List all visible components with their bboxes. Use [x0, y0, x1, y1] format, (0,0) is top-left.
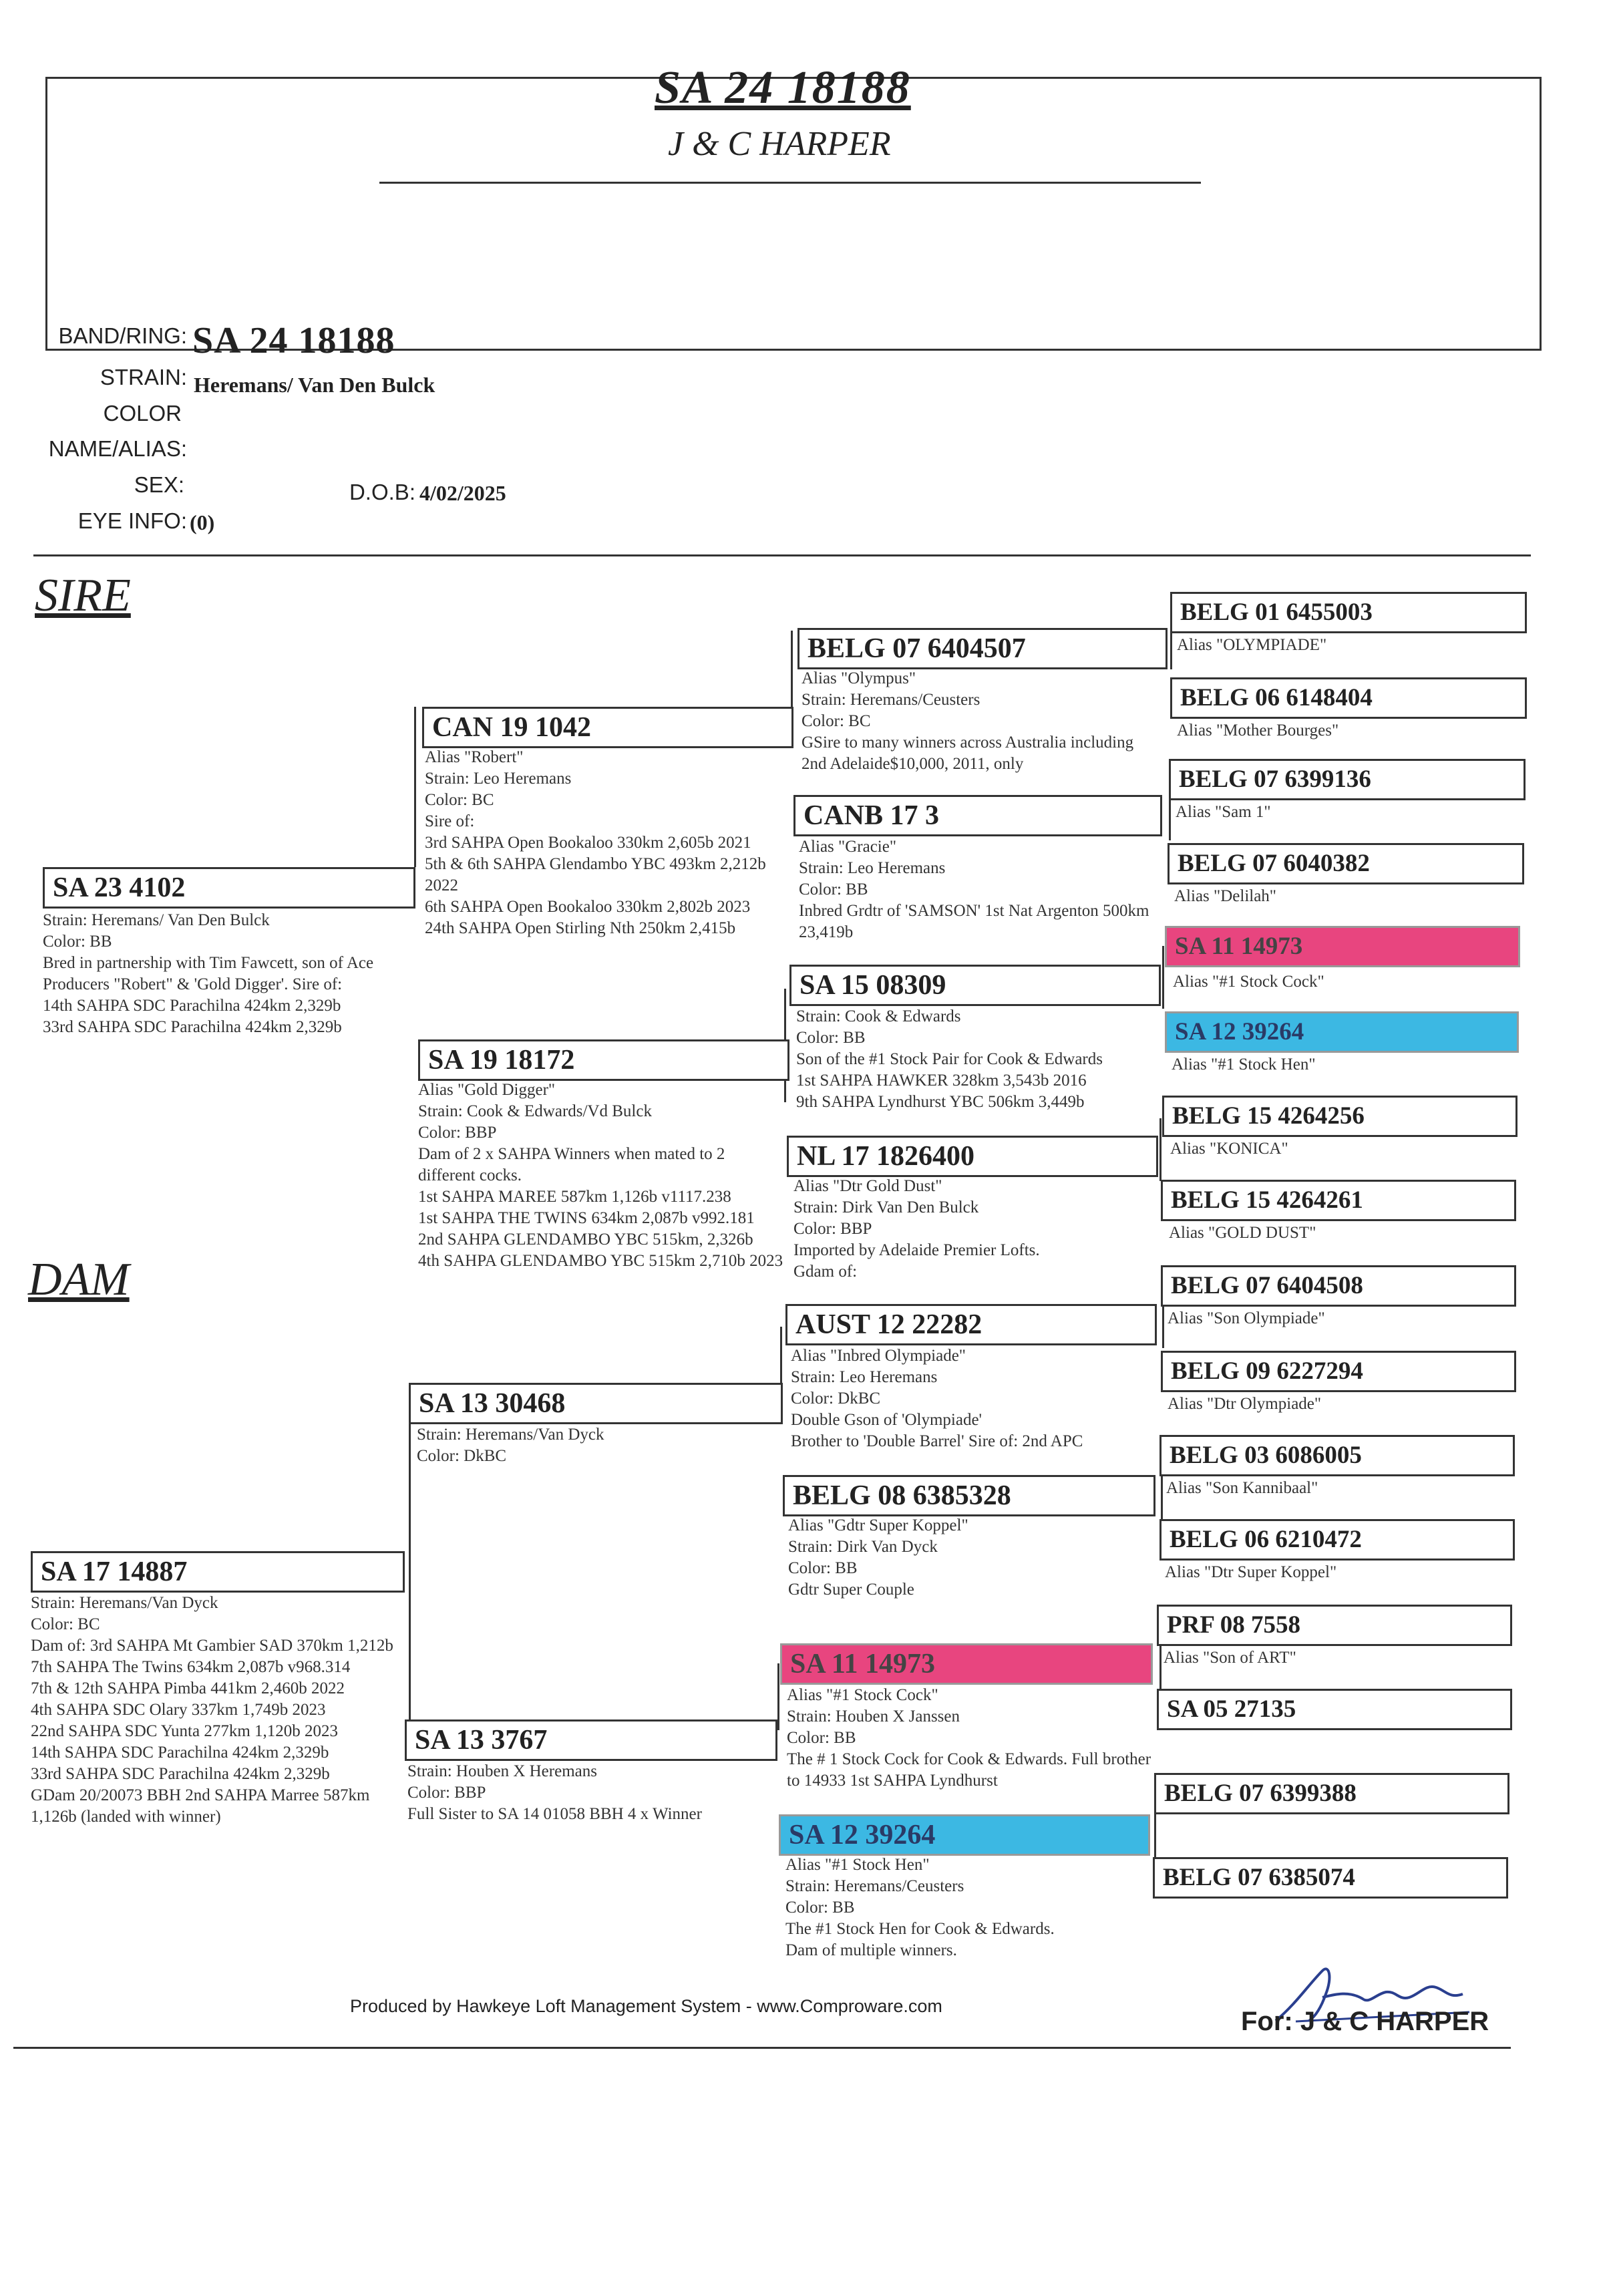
info-line: Dam of multiple winners.	[785, 1941, 957, 1959]
info-line: Strain: Houben X Janssen	[787, 1707, 960, 1726]
gen4-alias: Alias "KONICA"	[1170, 1140, 1288, 1158]
gen4-ring-box: BELG 15 4264261	[1161, 1180, 1516, 1221]
gen4-alias: Alias "#1 Stock Cock"	[1173, 973, 1324, 991]
gen4-ring-box: BELG 07 6399388	[1154, 1773, 1509, 1814]
info-line: Double Gson of 'Olympiade'	[791, 1411, 982, 1429]
gen3-ring-box: NL 17 1826400	[787, 1136, 1158, 1177]
gen3-info	[799, 836, 1153, 943]
info-line: Color: BB	[799, 880, 868, 898]
connector-line	[414, 707, 416, 867]
gen4-ring-box: BELG 07 6040382	[1168, 843, 1524, 884]
info-line: Inbred Grdtr of 'SAMSON' 1st Nat Argenton 500km 23,419b	[799, 902, 1153, 941]
info-line: Color: BC	[801, 712, 871, 730]
info-line: Color: BBP	[418, 1124, 497, 1142]
info-line: 14th SAHPA SDC Parachilna 424km 2,329b	[43, 997, 341, 1015]
info-line: 1st SAHPA THE TWINS 634km 2,087b v992.181	[418, 1209, 755, 1227]
info-line: Dam of: 3rd SAHPA Mt Gambier SAD 370km 1,212b	[31, 1637, 393, 1655]
gen4-alias: Alias "Delilah"	[1174, 887, 1277, 905]
gen4-alias: Alias "Son Olympiade"	[1168, 1309, 1325, 1327]
info-line: Color: BBP	[793, 1220, 872, 1238]
info-line: GDam 20/20073 BBH 2nd SAHPA Marree 587km 1,126b (landed with winner)	[31, 1786, 374, 1826]
info-line: Color: BB	[788, 1559, 858, 1577]
info-line: The #1 Stock Hen for Cook & Edwards.	[785, 1920, 1055, 1938]
info-line: Color: BB	[796, 1029, 866, 1047]
connector-line	[409, 1399, 411, 1746]
sire-heading: SIRE	[35, 570, 131, 621]
info-line: Strain: Dirk Van Den Bulck	[793, 1198, 979, 1216]
info-line: Color: BC	[425, 791, 494, 809]
gen3-ring-box: SA 15 08309	[789, 965, 1161, 1006]
gen4-ring-box: BELG 03 6086005	[1159, 1435, 1515, 1476]
gen4-alias: Alias "GOLD DUST"	[1169, 1224, 1316, 1242]
gen3-ring-box-highlight-pink: SA 11 14973	[780, 1643, 1153, 1685]
info-line: 4th SAHPA GLENDAMBO YBC 515km 2,710b 2023	[418, 1252, 783, 1270]
connector-line	[1162, 946, 1164, 1009]
color-label: COLOR	[103, 401, 182, 426]
info-line: 5th & 6th SAHPA Glendambo YBC 493km 2,212b 2022	[425, 855, 770, 894]
gen4-alias: Alias "Mother Bourges"	[1177, 721, 1339, 740]
gen3-info	[793, 1176, 1147, 1283]
info-line: 3rd SAHPA Open Bookaloo 330km 2,605b 2021	[425, 834, 751, 852]
info-line: Gdtr Super Couple	[788, 1581, 914, 1599]
info-line: Alias "Dtr Gold Dust"	[793, 1177, 942, 1195]
dob-value: 4/02/2025	[419, 481, 506, 505]
info-line: 4th SAHPA SDC Olary 337km 1,749b 2023	[31, 1701, 326, 1719]
info-line: Alias "Gold Digger"	[418, 1081, 556, 1099]
gen4-alias: Alias "Son of ART"	[1164, 1649, 1296, 1667]
gen2-ring-box: CAN 19 1042	[422, 707, 793, 748]
gen2-ring-box: SA 13 30468	[409, 1383, 783, 1424]
gen2-info	[417, 1424, 777, 1467]
gen4-ring-box: BELG 06 6148404	[1170, 677, 1527, 719]
gen4-ring-box: SA 05 27135	[1157, 1689, 1512, 1730]
info-line: Strain: Leo Heremans	[799, 859, 946, 877]
gen4-ring-box: BELG 07 6399136	[1169, 759, 1526, 800]
gen3-ring-box: CANB 17 3	[793, 795, 1162, 836]
info-line: Strain: Cook & Edwards	[796, 1007, 961, 1025]
gen2-ring-box: SA 13 3767	[405, 1719, 777, 1761]
info-line: Strain: Houben X Heremans	[407, 1762, 597, 1780]
info-line: Strain: Heremans/Ceusters	[785, 1877, 964, 1895]
gen4-alias: Alias "Dtr Olympiade"	[1168, 1395, 1322, 1413]
info-line: Dam of 2 x SAHPA Winners when mated to 2 different cocks.	[418, 1145, 729, 1184]
info-line: Alias "Inbred Olympiade"	[791, 1347, 966, 1365]
info-line: 9th SAHPA Lyndhurst YBC 506km 3,449b	[796, 1093, 1085, 1111]
connector-line	[777, 1663, 779, 1730]
info-line: Strain: Cook & Edwards/Vd Bulck	[418, 1102, 652, 1120]
gen4-ring-box: PRF 08 7558	[1157, 1605, 1512, 1646]
info-line: 1st SAHPA MAREE 587km 1,126b v1117.238	[418, 1188, 731, 1206]
info-line: 33rd SAHPA SDC Parachilna 424km 2,329b	[31, 1765, 330, 1783]
info-line: Strain: Heremans/Van Dyck	[417, 1426, 604, 1444]
gen4-ring-box: BELG 01 6455003	[1170, 592, 1527, 633]
sire-info	[43, 910, 403, 1038]
info-line: Gdam of:	[793, 1263, 858, 1281]
gen4-ring-box: BELG 15 4264256	[1162, 1096, 1517, 1137]
eye-info-value: (0)	[190, 510, 215, 534]
gen3-info	[791, 1345, 1151, 1452]
gen3-ring-box: BELG 07 6404507	[797, 628, 1168, 669]
gen4-alias: Alias "OLYMPIADE"	[1177, 636, 1327, 654]
info-line: Color: DkBC	[791, 1389, 881, 1408]
dam-heading: DAM	[28, 1254, 130, 1305]
strain-label: STRAIN:	[100, 365, 187, 389]
header-box	[45, 77, 1542, 351]
gen4-ring-box: BELG 06 6210472	[1159, 1519, 1515, 1561]
info-line: Strain: Leo Heremans	[425, 770, 572, 788]
for-owner: For: J & C HARPER	[1241, 2007, 1489, 2036]
pedigree-top-rule	[33, 554, 1531, 556]
dam-info	[31, 1593, 405, 1828]
gen3-ring-box: AUST 12 22282	[785, 1304, 1157, 1345]
info-line: Strain: Heremans/Ceusters	[801, 691, 980, 709]
sire-ring-box: SA 23 4102	[43, 867, 415, 909]
gen2-ring-box: SA 19 18172	[418, 1039, 789, 1081]
gen4-alias: Alias "Sam 1"	[1176, 803, 1271, 821]
gen4-alias: Alias "#1 Stock Hen"	[1172, 1055, 1316, 1074]
gen3-ring-box: BELG 08 6385328	[783, 1475, 1155, 1516]
band-ring-label: BAND/RING:	[58, 323, 187, 348]
gen4-ring-box: BELG 07 6404508	[1161, 1265, 1516, 1307]
info-line: Alias "Gdtr Super Koppel"	[788, 1516, 968, 1534]
info-line: Color: BC	[31, 1615, 100, 1633]
info-line: Alias "Robert"	[425, 748, 524, 766]
eye-info-label: EYE INFO:	[77, 508, 187, 533]
info-line: 2nd SAHPA GLENDAMBO YBC 515km, 2,326b	[418, 1231, 753, 1249]
gen4-alias: Alias "Dtr Super Koppel"	[1165, 1563, 1337, 1581]
produced-by-footer: Produced by Hawkeye Loft Management System - www.Comproware.com	[350, 1996, 942, 2016]
info-line: Strain: Leo Heremans	[791, 1368, 938, 1386]
info-line: GSire to many winners across Australia including 2nd Adelaide$10,000, 2011, only	[801, 733, 1138, 773]
info-line: Color: BB	[787, 1729, 856, 1747]
info-line: Brother to 'Double Barrel' Sire of: 2nd APC	[791, 1432, 1083, 1450]
info-line: 24th SAHPA Open Stirling Nth 250km 2,415b	[425, 919, 736, 937]
gen4-ring-box-highlight-pink: SA 11 14973	[1165, 926, 1520, 967]
strain-value: Heremans/ Van Den Bulck	[194, 373, 435, 397]
footer-rule	[13, 2047, 1511, 2049]
info-line: 33rd SAHPA SDC Parachilna 424km 2,329b	[43, 1018, 342, 1036]
gen4-ring-box-highlight-cyan: SA 12 39264	[1165, 1011, 1519, 1053]
info-line: 14th SAHPA SDC Parachilna 424km 2,329b	[31, 1744, 329, 1762]
gen3-info	[796, 1006, 1161, 1113]
info-line: Alias "Olympus"	[801, 669, 916, 687]
gen3-info	[787, 1685, 1155, 1792]
name-alias-label: NAME/ALIAS:	[48, 436, 187, 461]
info-line: 7th & 12th SAHPA Pimba 441km 2,460b 2022	[31, 1679, 345, 1697]
title-underline	[379, 182, 1201, 184]
band-ring-value: SA 24 18188	[192, 320, 395, 361]
info-line: 6th SAHPA Open Bookaloo 330km 2,802b 2023	[425, 898, 751, 916]
gen3-ring-box-highlight-cyan: SA 12 39264	[779, 1814, 1150, 1856]
gen4-ring-box: BELG 07 6385074	[1153, 1857, 1508, 1899]
dam-ring-box: SA 17 14887	[31, 1551, 405, 1593]
info-line: 7th SAHPA The Twins 634km 2,087b v968.314	[31, 1658, 351, 1676]
gen3-info	[788, 1515, 1149, 1601]
info-line: Imported by Adelaide Premier Lofts.	[793, 1241, 1040, 1259]
info-line: 1st SAHPA HAWKER 328km 3,543b 2016	[796, 1072, 1087, 1090]
gen3-info	[801, 668, 1155, 775]
gen4-alias: Alias "Son Kannibaal"	[1166, 1479, 1318, 1497]
connector-line	[791, 631, 793, 713]
gen2-info	[425, 747, 785, 939]
title-owner: J & C HARPER	[668, 125, 891, 163]
gen2-info	[407, 1761, 775, 1825]
info-line: Alias "#1 Stock Hen"	[785, 1856, 930, 1874]
info-line: 22nd SAHPA SDC Yunta 277km 1,120b 2023	[31, 1722, 339, 1740]
connector-line	[1159, 1118, 1161, 1181]
gen4-ring-box: BELG 09 6227294	[1161, 1351, 1516, 1392]
gen2-info	[418, 1080, 785, 1272]
info-line: Strain: Heremans/Van Dyck	[31, 1594, 218, 1612]
info-line: Son of the #1 Stock Pair for Cook & Edwards	[796, 1050, 1103, 1068]
info-line: Full Sister to SA 14 01058 BBH 4 x Winner	[407, 1805, 702, 1823]
info-line: Color: BB	[785, 1899, 855, 1917]
info-line: Sire of:	[425, 812, 475, 830]
info-line: Strain: Heremans/ Van Den Bulck	[43, 911, 270, 929]
info-line: The # 1 Stock Cock for Cook & Edwards. Full brother to 14933 1st SAHPA Lyndhurst	[787, 1750, 1155, 1790]
info-line: Color: BBP	[407, 1784, 486, 1802]
dob-label: D.O.B:	[349, 480, 415, 504]
info-line: Color: BB	[43, 933, 112, 951]
sex-label: SEX:	[134, 472, 184, 497]
title-ring-number: SA 24 18188	[655, 62, 911, 114]
info-line: Alias "#1 Stock Cock"	[787, 1686, 938, 1704]
info-line: Alias "Gracie"	[799, 838, 897, 856]
gen3-info	[785, 1854, 1146, 1961]
info-line: Strain: Dirk Van Dyck	[788, 1538, 938, 1556]
info-line: Bred in partnership with Tim Fawcett, son of Ace Producers "Robert" & 'Gold Digger'. Sire of:	[43, 954, 378, 993]
info-line: Color: DkBC	[417, 1447, 507, 1465]
